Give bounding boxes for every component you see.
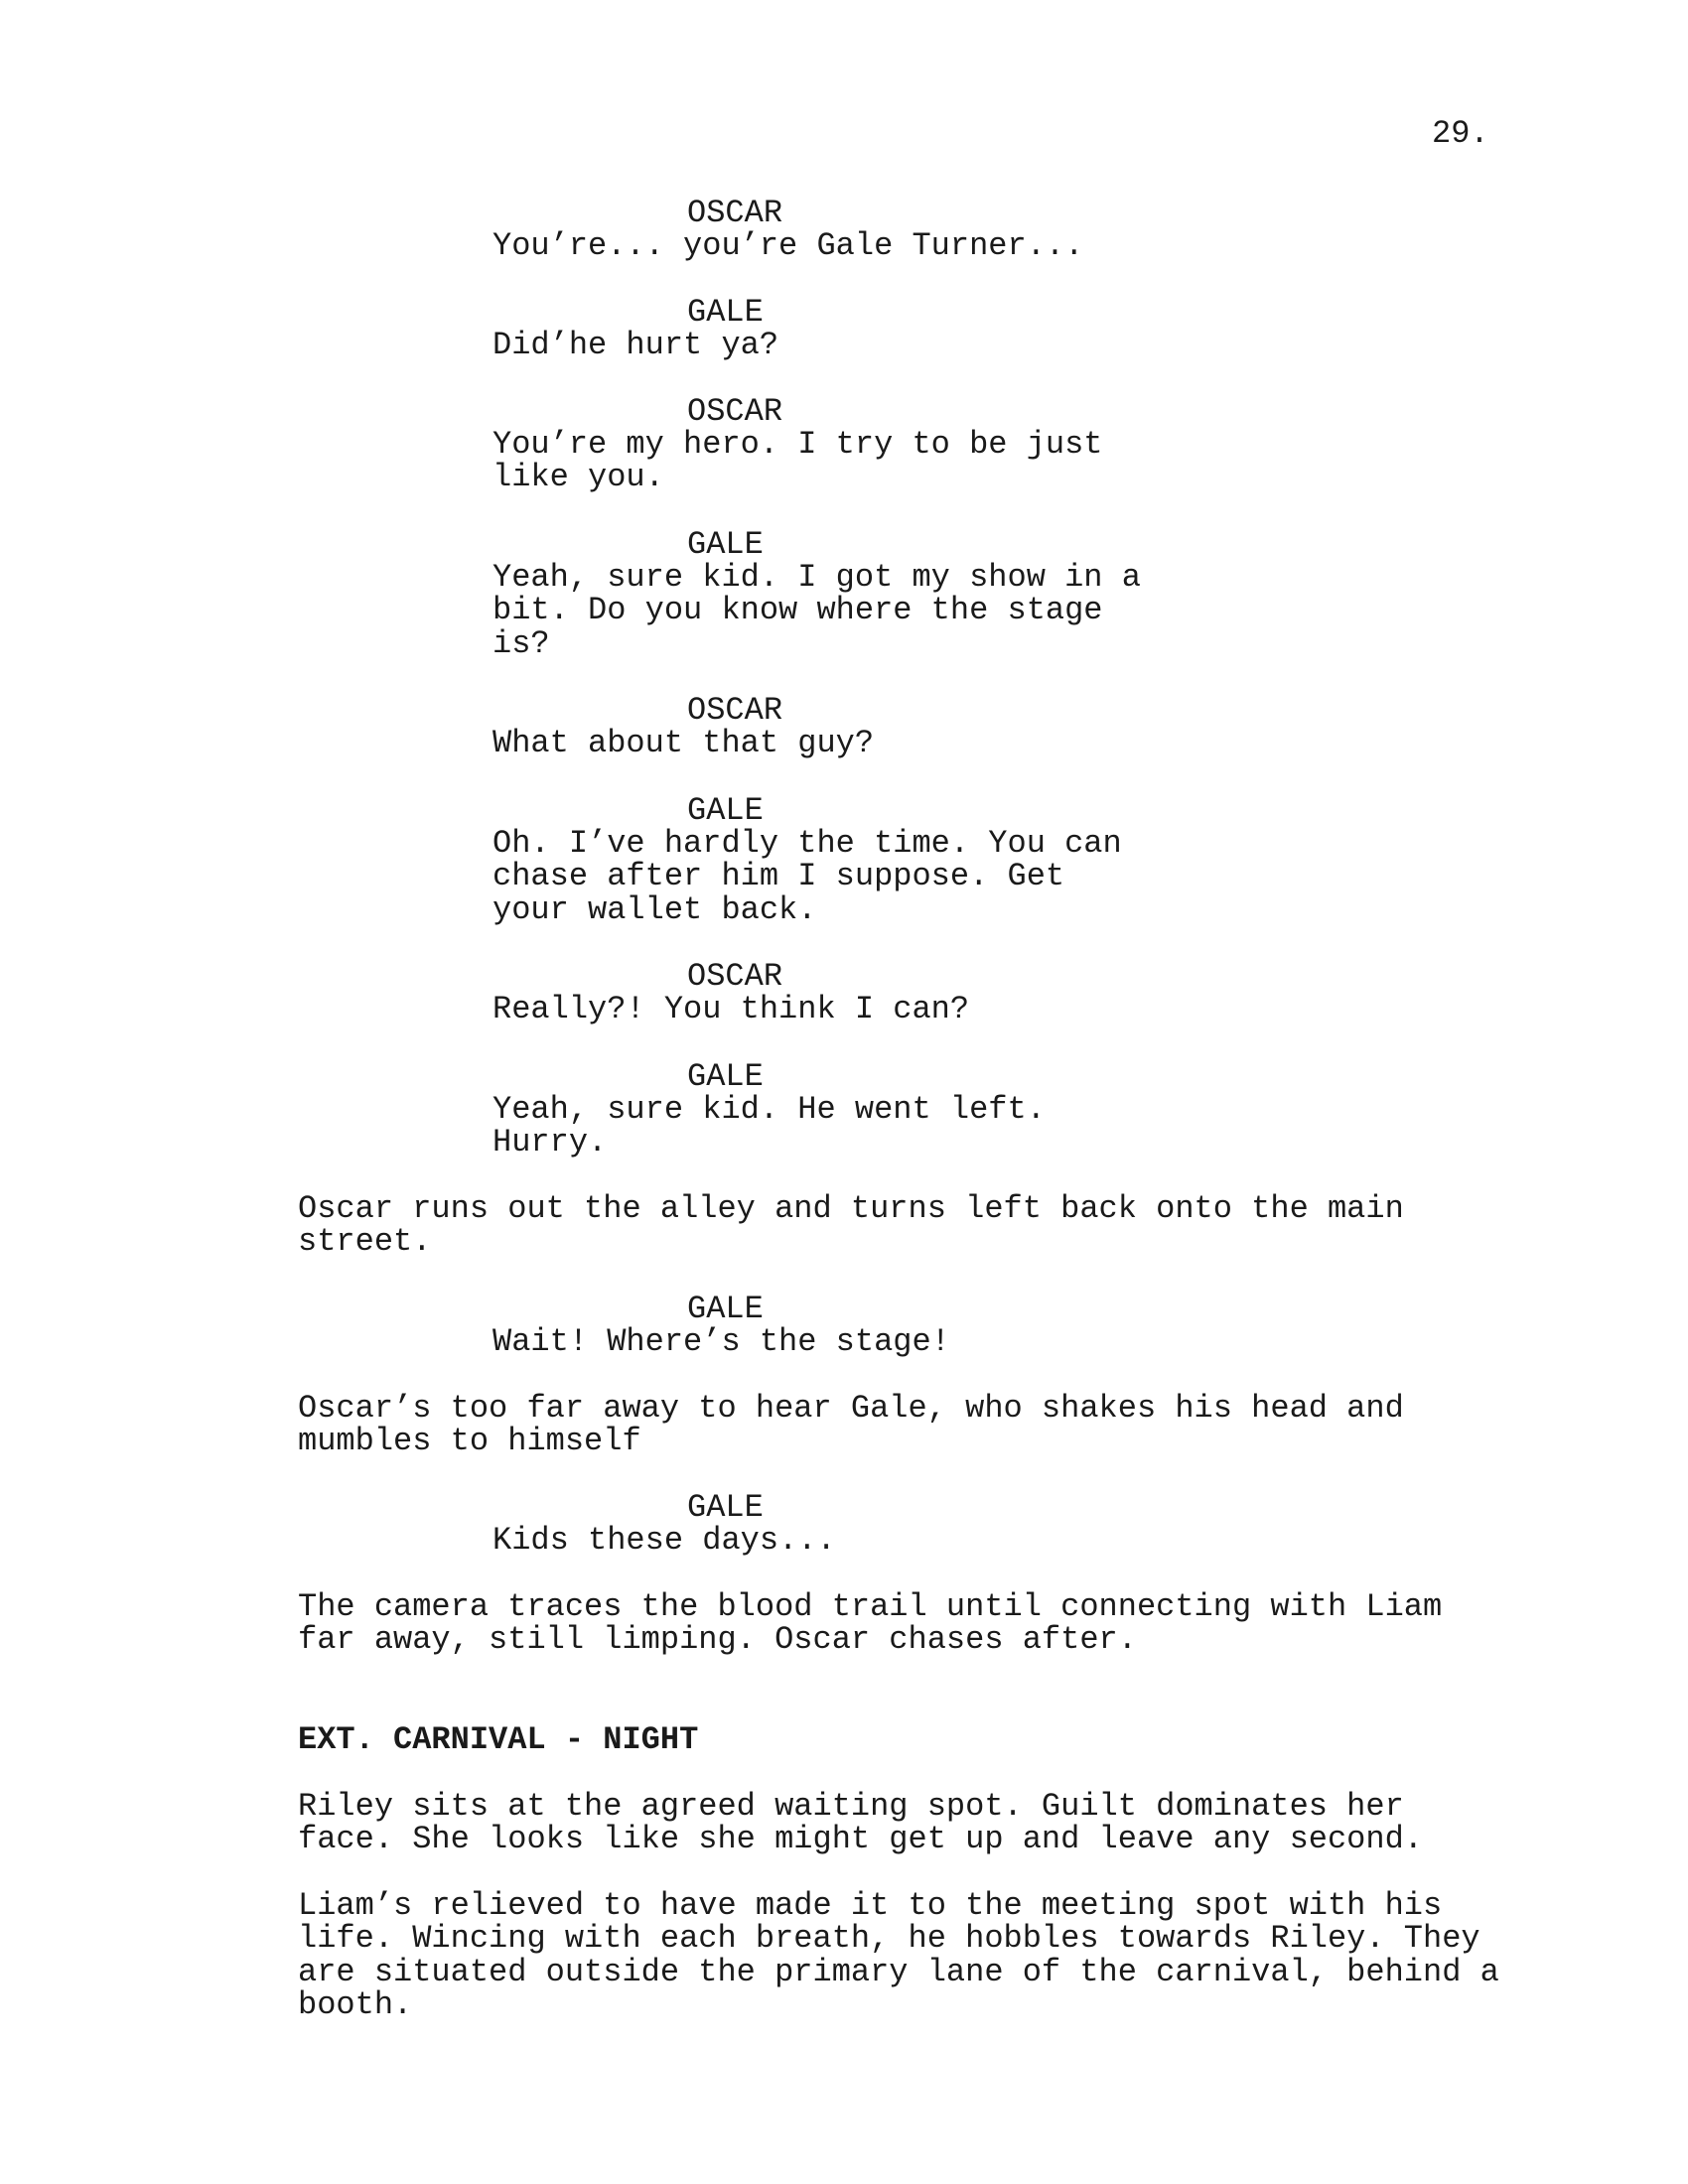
character-name: GALE [687,792,764,829]
dialogue-line: Really?! You think I can? [492,991,970,1027]
action-paragraph: Riley sits at the agreed waiting spot. Guilt dominates her face. She looks like she might get up and leave any second. [298,1788,1423,1858]
character-name: OSCAR [687,958,783,995]
scene-heading: EXT. CARNIVAL - NIGHT [298,1721,699,1758]
action-paragraph: The camera traces the blood trail until connecting with Liam far away, still limping. Oscar chases after. [298,1588,1443,1659]
action-paragraph: Oscar’s too far away to hear Gale, who shakes his head and mumbles to himself [298,1390,1404,1460]
dialogue-line: Yeah, sure kid. I got my show in a bit. Do you know where the stage is? [492,559,1141,662]
character-name: GALE [687,294,764,331]
dialogue-line: You’re my hero. I try to be just like you. [492,426,1103,496]
character-name: OSCAR [687,692,783,729]
dialogue-line: You’re... you’re Gale Turner... [492,227,1084,264]
action-paragraph: Oscar runs out the alley and turns left back onto the main street. [298,1190,1404,1261]
page-number: 29. [1432,115,1489,152]
character-name: GALE [687,1489,764,1526]
dialogue-line: What about that guy? [492,725,875,761]
character-name: GALE [687,1058,764,1095]
dialogue-line: Yeah, sure kid. He went left. Hurry. [492,1091,1046,1161]
character-name: OSCAR [687,195,783,231]
dialogue-line: Oh. I’ve hardly the time. You can chase after him I suppose. Get your wallet back. [492,825,1122,928]
dialogue-line: Kids these days... [492,1522,836,1559]
dialogue-line: Did’he hurt ya? [492,327,779,363]
character-name: GALE [687,1291,764,1327]
character-name: GALE [687,526,764,563]
character-name: OSCAR [687,393,783,430]
dialogue-line: Wait! Where’s the stage! [492,1323,950,1360]
action-paragraph: Liam’s relieved to have made it to the meeting spot with his life. Wincing with each breath, he hobbles towards Riley. They are situated outside the primary lane of the carnival, behind a booth. [298,1887,1499,2024]
